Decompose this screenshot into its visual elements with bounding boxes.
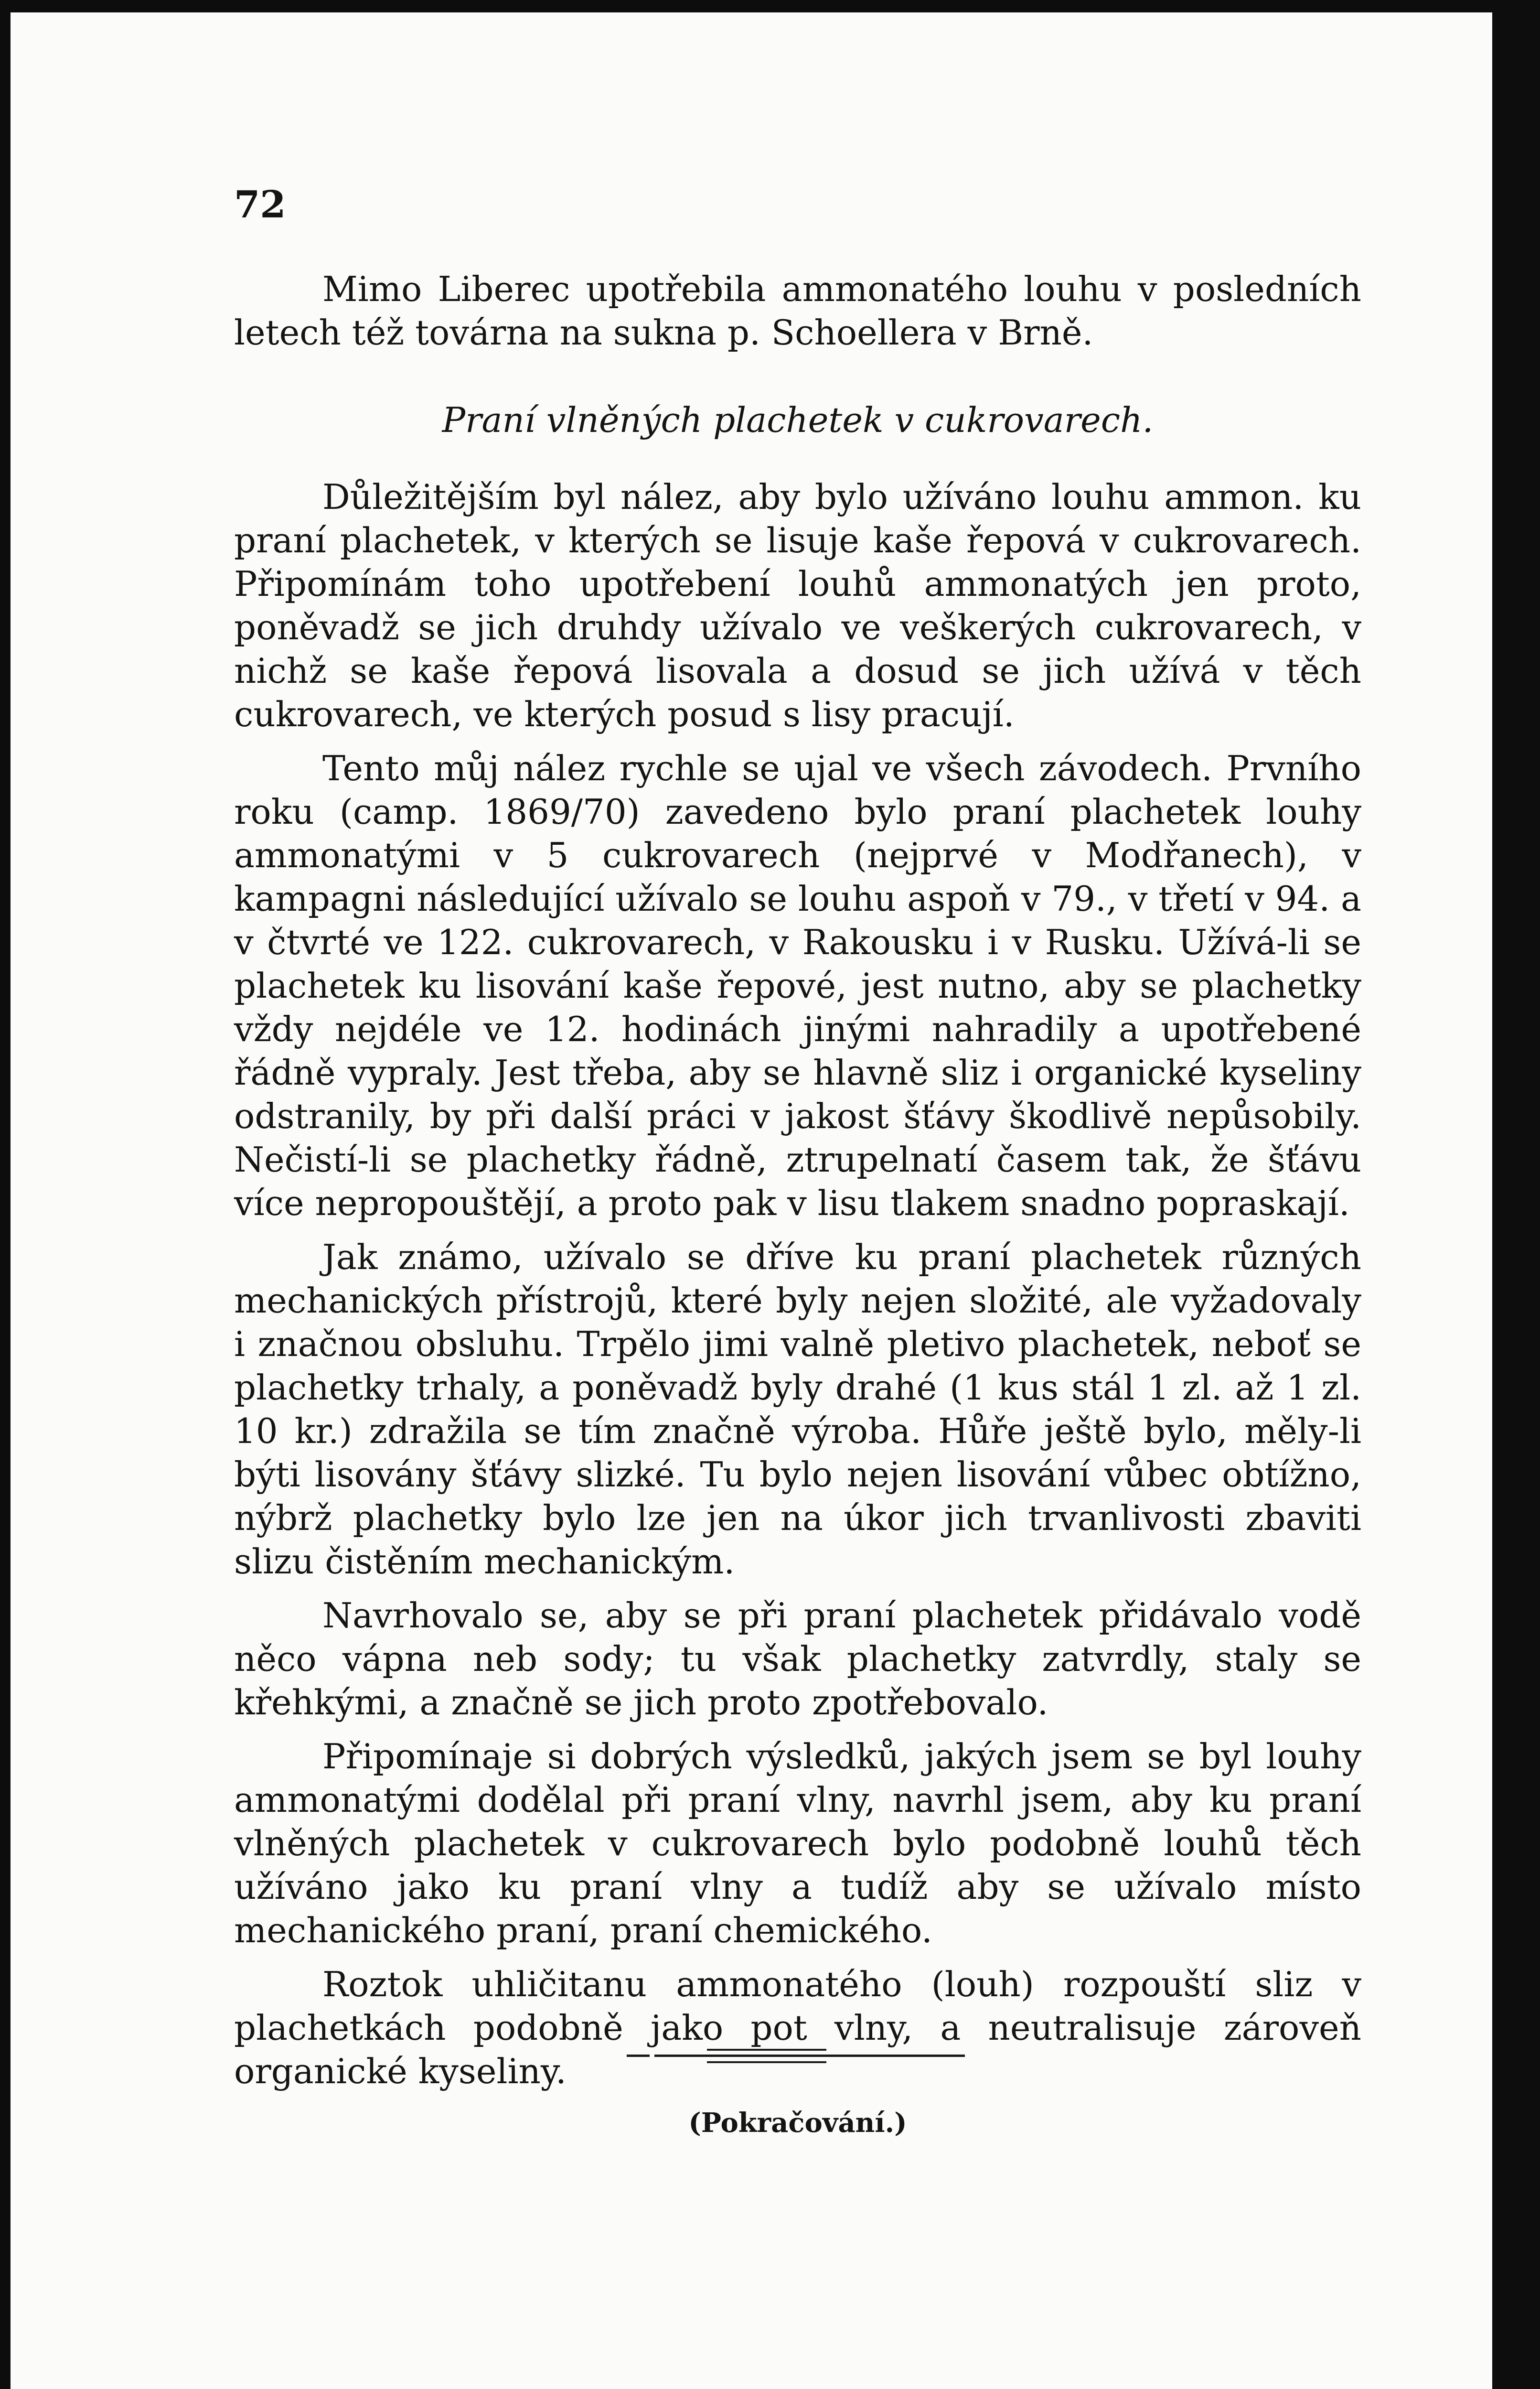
scan-border-right	[1492, 0, 1540, 2389]
scan-border-top	[0, 0, 1540, 12]
paragraph-6: Roztok uhličitanu ammonatého (louh) rozpouští sliz v plachetkách podobně jako pot vlny, a neutralisuje zároveň organické kyseliny.	[234, 1964, 1361, 2091]
end-rule-double-bottom	[707, 2061, 826, 2063]
continuation-note: (Pokračování.)	[688, 2107, 907, 2139]
text-column	[234, 268, 1361, 2142]
end-rule-short	[627, 2055, 650, 2057]
page-number: 72	[234, 183, 286, 226]
paragraph-4: Navrhovalo se, aby se při praní plachetek přidávalo vodě něco vápna neb sody; tu však plachetky zatvrdly, staly se křehkými, a značně se jich proto zpotřebovalo.	[234, 1595, 1361, 1722]
paragraph-3: Jak známo, užívalo se dříve ku praní plachetek různých mechanických přístrojů, které byly nejen složité, ale vyžadovaly i značnou obsluhu. Trpělo jimi valně pletivo plachetek, neboť se plachetky trhaly, a poněvadž byly drahé (1 kus stál 1 zl. až 1 zl. 10 kr.) zdražila se tím značně výroba. Hůře ještě bylo, měly-li býti lisovány šťávy slizké. Tu bylo nejen lisování vůbec obtížno, nýbrž plachetky bylo lze jen na úkor jich trvanlivosti zbaviti slizu čistěním mechanickým.	[234, 1237, 1361, 1582]
paragraph-2: Tento můj nález rychle se ujal ve všech závodech. Prvního roku (camp. 1869/70) zavedeno bylo praní plachetek louhy ammonatými v 5 cukrovarech (nejprvé v Modřanech), v kampagni následující užívalo se louhu aspoň v 79., v třetí v 94. a v čtvrté ve 122. cukrovarech, v Rakousku i v Rusku. Užívá-li se plachetek ku lisování kaše řepové, jest nutno, aby se plachetky vždy nejdéle ve 12. hodinách jinými nahradily a upotřebené řádně vypraly. Jest třeba, aby se hlavně sliz i organické kyseliny odstranily, by při další práci v jakost šťávy škodlivě nepůsobily. Nečistí-li se plachetky řádně, ztrupelnatí časem tak, že šťávu více nepropouštějí, a proto pak v lisu tlakem snadno popraskají.	[234, 748, 1361, 1223]
end-rule-main	[654, 2055, 965, 2057]
paragraph-1: Důležitějším byl nález, aby bylo užíváno louhu ammon. ku praní plachetek, v kterých se lisuje kaše řepová v cukrovarech. Připomínám toho upotřebení louhů ammonatých jen proto, poněvadž se jich druhdy užívalo ve veškerých cukrovarech, v nichž se kaše řepová lisovala a dosud se jich užívá v těch cukrovarech, ve kterých posud s lisy pracují.	[234, 477, 1361, 734]
scan-border-left	[0, 0, 11, 2389]
section-heading: Praní vlněných plachetek v cukrovarech.	[442, 400, 1154, 440]
end-rule-double-top	[707, 2049, 826, 2051]
intro-paragraph: Mimo Liberec upotřebila ammonatého louhu v posledních letech též továrna na sukna p. Schoellera v Brně.	[234, 269, 1361, 353]
paragraph-5: Připomínaje si dobrých výsledků, jakých jsem se byl louhy ammonatými dodělal při praní vlny, navrhl jsem, aby ku praní vlněných plachetek v cukrovarech bylo podobně louhů těch užíváno jako ku praní vlny a tudíž aby se užívalo místo mechanického praní, praní chemického.	[234, 1736, 1361, 1950]
